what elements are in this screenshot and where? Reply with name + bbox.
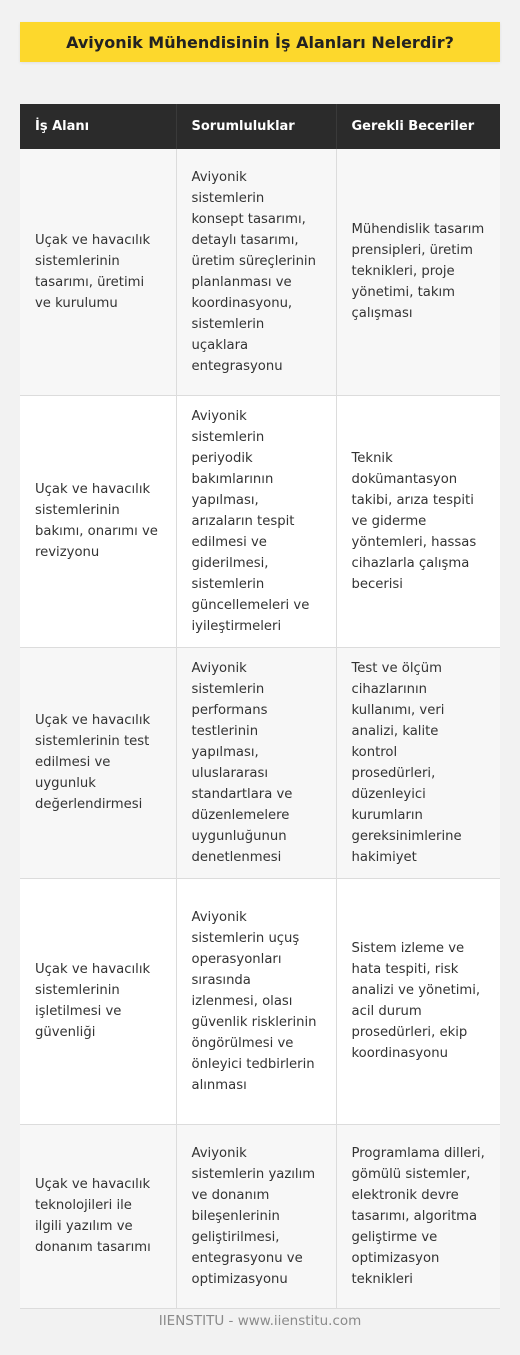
cell-skills: Sistem izleme ve hata tespiti, risk analizi ve yönetimi, acil durum prosedürleri, ekip koordinasyonu xyxy=(336,878,500,1124)
footer-credit: IIENSTITU - www.iienstitu.com xyxy=(158,1313,362,1329)
cell-responsibilities: Aviyonik sistemlerin periyodik bakımlarının yapılması, arızaların tespit edilmesi ve giderilmesi, sistemlerin güncellemeleri ve iyileştirmeleri xyxy=(176,395,336,647)
cell-responsibilities: Aviyonik sistemlerin yazılım ve donanım bileşenlerinin geliştirilmesi, entegrasyonu ve optimizasyonu xyxy=(176,1124,336,1308)
column-header-area: İş Alanı xyxy=(20,104,176,149)
cell-area: Uçak ve havacılık sistemlerinin bakımı, onarımı ve revizyonu xyxy=(20,395,176,647)
job-areas-table xyxy=(20,104,500,1309)
cell-area: Uçak ve havacılık sistemlerinin işletilmesi ve güvenliği xyxy=(20,878,176,1124)
table-row xyxy=(20,395,500,647)
cell-responsibilities: Aviyonik sistemlerin konsept tasarımı, detaylı tasarımı, üretim süreçlerinin planlanması ve koordinasyonu, sistemlerin uçaklara entegrasyonu xyxy=(176,149,336,395)
cell-area: Uçak ve havacılık sistemlerinin test edilmesi ve uygunluk değerlendirmesi xyxy=(20,647,176,878)
cell-skills: Test ve ölçüm cihazlarının kullanımı, veri analizi, kalite kontrol prosedürleri, düzenleyici kurumların gereksinimlerine hakimiyet xyxy=(336,647,500,878)
table-header-row xyxy=(20,104,500,149)
cell-responsibilities: Aviyonik sistemlerin uçuş operasyonları sırasında izlenmesi, olası güvenlik risklerinin öngörülmesi ve önleyici tedbirlerin alınması xyxy=(176,878,336,1124)
cell-responsibilities: Aviyonik sistemlerin performans testlerinin yapılması, uluslararası standartlara ve düzenlemelere uygunluğunun denetlenmesi xyxy=(176,647,336,878)
column-header-responsibilities: Sorumluluklar xyxy=(176,104,336,149)
cell-skills: Teknik dokümantasyon takibi, arıza tespiti ve giderme yöntemleri, hassas cihazlarla çalışma becerisi xyxy=(336,395,500,647)
column-header-skills: Gerekli Beceriler xyxy=(336,104,500,149)
cell-area: Uçak ve havacılık sistemlerinin tasarımı, üretimi ve kurulumu xyxy=(20,149,176,395)
cell-area: Uçak ve havacılık teknolojileri ile ilgili yazılım ve donanım tasarımı xyxy=(20,1124,176,1308)
table-row xyxy=(20,878,500,1124)
cell-skills: Mühendislik tasarım prensipleri, üretim teknikleri, proje yönetimi, takım çalışması xyxy=(336,149,500,395)
table-row xyxy=(20,149,500,395)
table-row xyxy=(20,1124,500,1308)
table-row xyxy=(20,647,500,878)
cell-skills: Programlama dilleri, gömülü sistemler, elektronik devre tasarımı, algoritma geliştirme ve optimizasyon teknikleri xyxy=(336,1124,500,1308)
page-title: Aviyonik Mühendisinin İş Alanları Nelerdir? xyxy=(20,22,500,62)
